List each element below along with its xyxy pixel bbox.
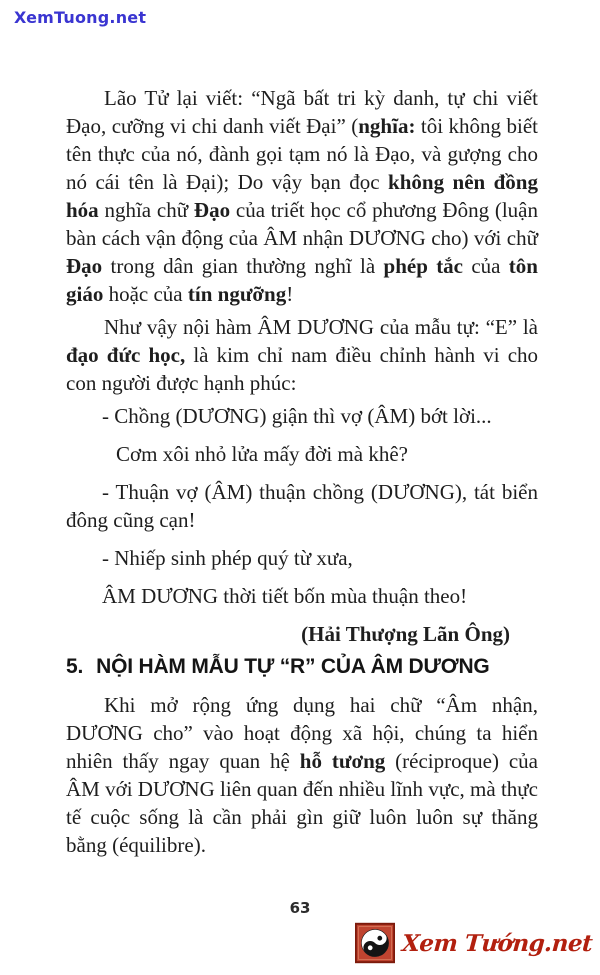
page-body <box>66 84 538 864</box>
section-title: NỘI HÀM MẪU TỰ “R” CỦA ÂM DƯƠNG <box>96 655 490 678</box>
section-number: 5. <box>66 655 84 678</box>
paragraph: Khi mở rộng ứng dụng hai chữ “Âm nhận, DƯƠNG cho” vào hoạt động xã hội, chúng ta hiển nhiên thấy ngay quan hệ hỗ tương (réciproque) của ÂM với DƯƠNG liên quan đến nhiều lĩnh vực, mà thực tế cuộc sống là cần phải gìn giữ luôn luôn sự thăng bằng (équilibre). <box>66 693 538 857</box>
site-watermark: XemTuong.net <box>14 8 147 27</box>
verse-line: - Chồng (DƯƠNG) giận thì vợ (ÂM) bớt lời... <box>102 404 492 428</box>
verse-line: - Thuận vợ (ÂM) thuận chồng (DƯƠNG), tát biển đông cũng cạn! <box>66 480 538 532</box>
xemtuong-logo <box>355 922 592 964</box>
attribution-line: (Hải Thượng Lãn Ông) <box>301 622 510 646</box>
verse-line: - Nhiếp sinh phép quý từ xưa, <box>102 546 353 570</box>
verse-line: ÂM DƯƠNG thời tiết bốn mùa thuận theo! <box>102 584 468 608</box>
paragraph: Như vậy nội hàm ÂM DƯƠNG của mẫu tự: “E” là đạo đức học, là kim chỉ nam điều chỉnh hành vi cho con người được hạnh phúc: <box>66 315 539 395</box>
logo-site-name: Xem Tướng.net <box>400 929 593 957</box>
verse-line: Cơm xôi nhỏ lửa mấy đời mà khê? <box>116 442 408 466</box>
page-number: 63 <box>289 899 311 917</box>
paragraph: Lão Tử lại viết: “Ngã bất tri kỳ danh, tự chi viết Đạo, cưỡng vi chi danh viết Đại” (nghĩa: tôi không biết tên thực của nó, đành gọi tạm nó là Đạo, và gượng cho nó cái tên là Đại); Do vậy bạn đọc không nên đồng hóa nghĩa chữ Đạo của triết học cổ phương Đông (luận bàn cách vận động của ÂM nhận DƯƠNG cho) với chữ Đạo trong dân gian thường nghĩ là phép tắc của tôn giáo hoặc của tín ngưỡng! <box>66 86 539 306</box>
yin-yang-icon <box>355 922 395 964</box>
section-heading <box>66 655 538 679</box>
